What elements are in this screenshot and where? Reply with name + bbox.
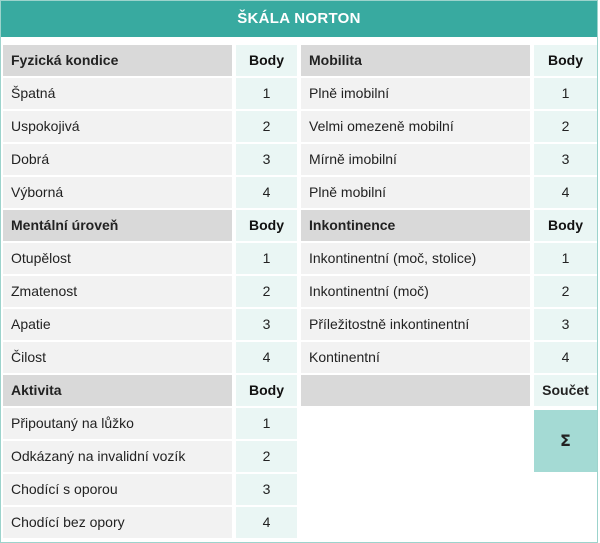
section-heading-physical: Fyzická kondice [3, 45, 232, 76]
header-row [3, 210, 597, 241]
header-row [3, 45, 597, 76]
item-label: Špatná [3, 78, 232, 109]
points-header: Body [534, 210, 597, 241]
item-label: Velmi omezeně mobilní [301, 111, 530, 142]
table-row [3, 144, 597, 175]
item-score: 4 [534, 177, 597, 208]
section-heading-mental: Mentální úroveň [3, 210, 232, 241]
table-row [3, 177, 597, 208]
table-row [3, 309, 597, 340]
item-label: Chodící s oporou [3, 474, 232, 505]
item-score: 2 [236, 276, 297, 307]
item-score: 2 [534, 111, 597, 142]
item-label: Čilost [3, 342, 232, 373]
section-heading-mobility: Mobilita [301, 45, 530, 76]
item-label: Výborná [3, 177, 232, 208]
item-label: Dobrá [3, 144, 232, 175]
section-heading-activity: Aktivita [3, 375, 232, 406]
header-row [3, 375, 597, 406]
table-row [3, 276, 597, 307]
item-score: 4 [236, 342, 297, 373]
item-label: Připoutaný na lůžko [3, 408, 232, 439]
item-score: 1 [534, 78, 597, 109]
item-score: 1 [236, 408, 297, 439]
item-label: Plně imobilní [301, 78, 530, 109]
item-score: 3 [534, 144, 597, 175]
item-label: Inkontinentní (moč) [301, 276, 530, 307]
table-row [3, 78, 597, 109]
table-row [3, 408, 597, 439]
item-score: 3 [236, 474, 297, 505]
table-row [3, 441, 597, 472]
item-score: 2 [236, 111, 297, 142]
item-score: 1 [534, 243, 597, 274]
item-label: Plně mobilní [301, 177, 530, 208]
points-header: Body [534, 45, 597, 76]
table-row [3, 507, 597, 538]
item-score: 4 [236, 507, 297, 538]
table-row [3, 243, 597, 274]
item-label: Zmatenost [3, 276, 232, 307]
item-label: Příležitostně inkontinentní [301, 309, 530, 340]
item-score: 2 [534, 276, 597, 307]
section-heading-incontinence: Inkontinence [301, 210, 530, 241]
item-score: 4 [236, 177, 297, 208]
sum-total-cell: Σ [534, 410, 597, 472]
sum-heading: Součet [534, 375, 597, 406]
item-score: 3 [236, 309, 297, 340]
table-row [3, 474, 597, 505]
item-score: 1 [236, 78, 297, 109]
item-score: 3 [534, 309, 597, 340]
table-title: ŠKÁLA NORTON [1, 1, 597, 37]
item-label: Chodící bez opory [3, 507, 232, 538]
table-row [3, 342, 597, 373]
item-label: Mírně imobilní [301, 144, 530, 175]
item-label: Odkázaný na invalidní vozík [3, 441, 232, 472]
points-header: Body [236, 375, 297, 406]
empty-header-cell [301, 375, 530, 406]
points-header: Body [236, 45, 297, 76]
item-label: Uspokojivá [3, 111, 232, 142]
item-label: Otupělost [3, 243, 232, 274]
item-score: 1 [236, 243, 297, 274]
item-score: 2 [236, 441, 297, 472]
item-score: 3 [236, 144, 297, 175]
points-header: Body [236, 210, 297, 241]
item-label: Kontinentní [301, 342, 530, 373]
item-label: Apatie [3, 309, 232, 340]
item-score: 4 [534, 342, 597, 373]
item-label: Inkontinentní (moč, stolice) [301, 243, 530, 274]
table-row [3, 111, 597, 142]
